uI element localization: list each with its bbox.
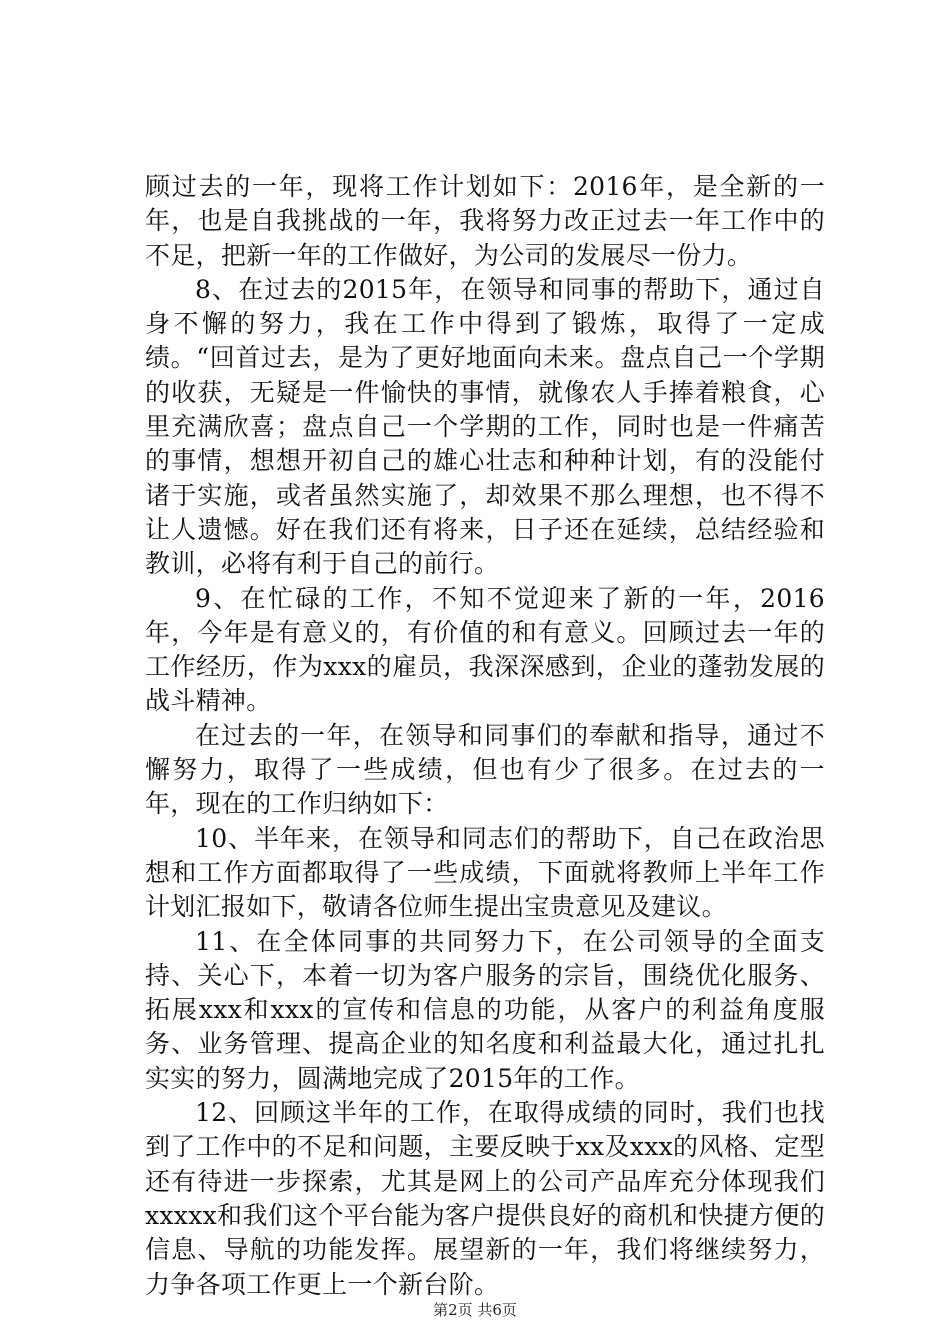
document-body — [145, 170, 825, 1302]
page-footer: 第2页 共6页 — [433, 1301, 517, 1319]
paragraph-1: 顾过去的一年，现将工作计划如下：2016年，是全新的一年，也是自我挑战的一年，我将努力改正过去一年工作中的不足，把新一年的工作做好，为公司的发展尽一份力。 — [145, 172, 825, 270]
paragraph-2: 8、在过去的2015年，在领导和同事的帮助下，通过自身不懈的努力，我在工作中得到了锻炼，取得了一定成绩。“回首过去，是为了更好地面向未来。盘点自己一个学期的收获，无疑是一件愉快的事情，就像农人手捧着粮食，心里充满欣喜；盘点自己一个学期的工作，同时也是一件痛苦的事情，想想开初自己的雄心壮志和种种计划，有的没能付诸于实施，或者虽然实施了，却效果不那么理想，也不得不让人遗憾。好在我们还有将来，日子还在延续，总结经验和教训，必将有利于自己的前行。 — [145, 274, 825, 579]
paragraph-5: 10、半年来，在领导和同志们的帮助下，自己在政治思想和工作方面都取得了一些成绩，下面就将教师上半年工作计划汇报如下，敬请各位师生提出宝贵意见及建议。 — [145, 823, 825, 922]
paragraph-6: 11、在全体同事的共同努力下，在公司领导的全面支持、关心下，本着一切为客户服务的宗旨，围绕优化服务、拓展xxx和xxx的宣传和信息的功能，从客户的利益角度服务、业务管理、提高企业的知名度和利益最大化，通过扎扎实实的努力，圆满地完成了2015年的工作。 — [145, 926, 825, 1093]
paragraph-7: 12、回顾这半年的工作，在取得成绩的同时，我们也找到了工作中的不足和问题，主要反映于xx及xxx的风格、定型还有待进一步探索，尤其是网上的公司产品库充分体现我们xxxxx和我们这个平台能为客户提供良好的商机和快捷方便的信息、导航的功能发挥。展望新的一年，我们将继续努力，力争各项工作更上一个新台阶。 — [145, 1098, 825, 1299]
paragraph-3: 9、在忙碌的工作，不知不觉迎来了新的一年，2016年，今年是有意义的，有价值的和有意义。回顾过去一年的工作经历，作为xxx的雇员，我深深感到，企业的蓬勃发展的战斗精神。 — [145, 583, 825, 716]
paragraph-4: 在过去的一年，在领导和同事们的奉献和指导，通过不懈努力，取得了一些成绩，但也有少了很多。在过去的一年，现在的工作归纳如下： — [145, 720, 825, 819]
